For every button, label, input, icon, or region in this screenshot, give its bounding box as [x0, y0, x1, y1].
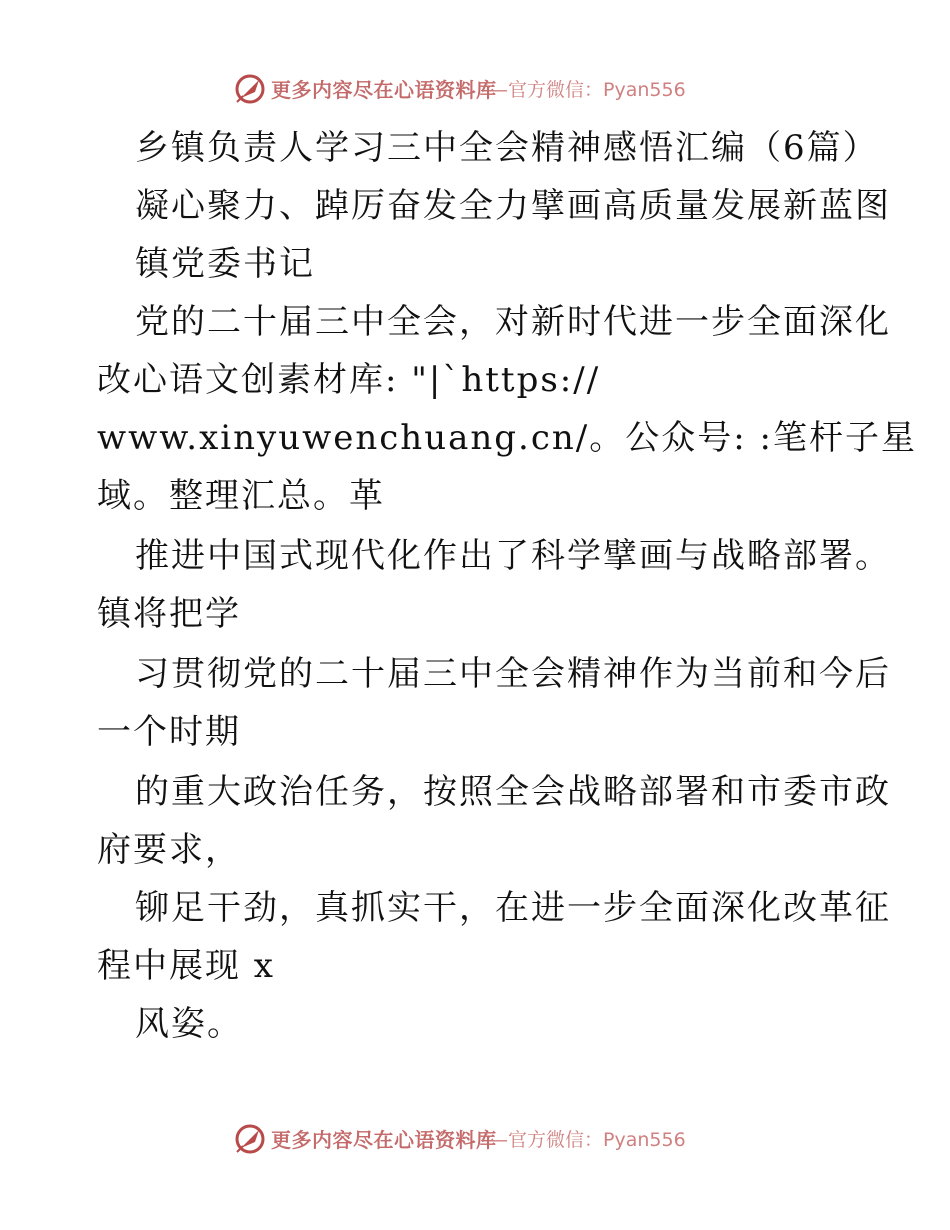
header-watermark-banner	[0, 70, 950, 110]
paragraph-line: 一个时期	[97, 712, 241, 752]
author-line: 镇党委书记	[135, 244, 315, 284]
footer-watermark-banner	[0, 1120, 950, 1160]
paragraph-line: 风姿。	[135, 1004, 243, 1044]
paragraph-line: 党的二十届三中全会，对新时代进一步全面深化	[135, 302, 891, 342]
document-title: 乡镇负责人学习三中全会精神感悟汇编（6篇）	[135, 128, 879, 168]
quill-logo-icon	[233, 1122, 267, 1156]
paragraph-line: www.xinyuwenchuang.cn/。公众号: :笔杆子星	[97, 418, 917, 458]
paragraph-line: 推进中国式现代化作出了科学擘画与战略部署。	[135, 536, 891, 576]
article-heading: 凝心聚力、踔厉奋发全力擘画高质量发展新蓝图	[135, 186, 891, 226]
paragraph-line: 铆足干劲，真抓实干，在进一步全面深化改革征	[135, 888, 891, 928]
paragraph-line: 镇将把学	[97, 594, 241, 634]
header-promo-text: 更多内容尽在心语资料库	[271, 78, 497, 102]
paragraph-line: 改心语文创素材库: "|`https://	[97, 360, 601, 400]
footer-promo-text: 更多内容尽在心语资料库	[271, 1128, 497, 1152]
quill-logo-icon	[233, 72, 267, 106]
paragraph-line: 府要求，	[97, 830, 241, 870]
paragraph-line: 程中展现 x	[97, 946, 275, 986]
header-contact-text: —官方微信：Pyan556	[489, 79, 686, 101]
paragraph-line: 的重大政治任务，按照全会战略部署和市委市政	[135, 772, 891, 812]
paragraph-line: 习贯彻党的二十届三中全会精神作为当前和今后	[135, 654, 891, 694]
paragraph-line: 域。整理汇总。革	[97, 476, 385, 516]
footer-contact-text: —官方微信：Pyan556	[489, 1129, 686, 1151]
